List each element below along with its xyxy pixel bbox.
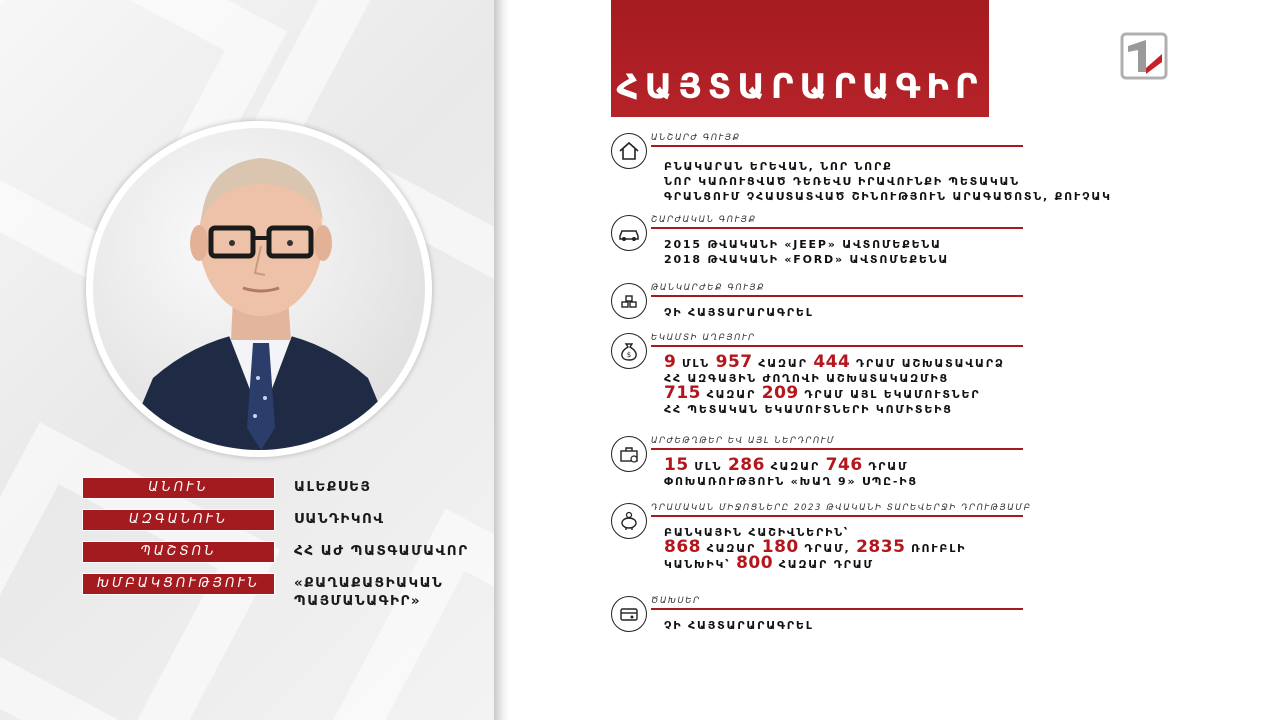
unit-label: ՀԱԶԱՐ bbox=[706, 388, 757, 401]
info-label: ԽՄԲԱԿՑՈՒԹՅՈՒՆ bbox=[82, 573, 275, 595]
unit-label: ՀԱԶԱՐ ԴՐԱՄ bbox=[778, 558, 874, 571]
text-line: 2018 ԹՎԱԿԱՆԻ «FORD» ԱՎՏՈՄԵՔԵՆԱ bbox=[664, 253, 950, 266]
text-line: ՓՈԽԱՌՈՒԹՅՈՒՆ «ԽԱՂ 9» ՍՊԸ-ԻՑ bbox=[664, 475, 918, 488]
section-cash bbox=[611, 503, 1051, 585]
unit-label: ՄԼՆ bbox=[694, 460, 723, 473]
info-value: ՍԱՆԴԻԿՈՎ bbox=[294, 511, 385, 527]
section-expenses bbox=[611, 596, 1051, 636]
unit-label: ՀԱԶԱՐ bbox=[706, 542, 757, 555]
background-decoration bbox=[309, 509, 494, 720]
money-bag-icon bbox=[611, 333, 647, 369]
income-value-mln: 9 bbox=[664, 352, 677, 372]
section-valuables bbox=[611, 283, 1051, 323]
section-divider bbox=[651, 227, 1023, 229]
unit-label: ԴՐԱՄ bbox=[868, 460, 909, 473]
section-divider bbox=[651, 345, 1023, 347]
text-line: ՀՀ ՊԵՏԱԿԱՆ ԵԿԱՄՈՒՏՆԵՐԻ ԿՈՄԻՏԵԻՑ bbox=[664, 403, 953, 416]
securities-row bbox=[664, 455, 1104, 475]
section-title: ԾԱԽՍԵՐ bbox=[651, 596, 701, 606]
section-divider bbox=[651, 608, 1023, 610]
cash-value-dram: 180 bbox=[761, 537, 799, 557]
section-title: ԱՐԺԵԹՂԹԵՐ ԵՎ ԱՅԼ ՆԵՐԴՐՈՒՄ bbox=[651, 436, 836, 446]
car-icon bbox=[611, 215, 647, 251]
section-divider bbox=[651, 295, 1023, 297]
income-row bbox=[664, 383, 1104, 403]
section-body bbox=[664, 159, 1112, 204]
page-title: ՀԱՅՏԱՐԱՐԱԳԻՐ bbox=[616, 67, 984, 107]
section-title: ԱՆՇԱՐԺ ԳՈՒՅՔ bbox=[651, 133, 741, 143]
background-decoration bbox=[0, 422, 280, 720]
unit-label: ՀԱԶԱՐ bbox=[770, 460, 821, 473]
section-divider bbox=[651, 515, 1023, 517]
text-line: ԳՐԱՆՑՈՒՄ ՉՀԱՍՏԱՏՎԱԾ ՇԻՆՈՒԹՅՈՒՆ ԱՐԱԳԱԾՈՏՆ, ՔՈՒՉԱԿ bbox=[664, 190, 1112, 203]
card-icon bbox=[611, 596, 647, 632]
svg-text:$: $ bbox=[626, 351, 632, 359]
income-value-dram: 444 bbox=[813, 352, 851, 372]
unit-label: ՀԱԶԱՐ bbox=[758, 357, 808, 370]
section-income bbox=[611, 333, 1051, 428]
cash-row bbox=[664, 553, 1104, 573]
gold-bars-icon bbox=[611, 283, 647, 319]
left-panel bbox=[0, 0, 494, 720]
cash-value-in-hand: 800 bbox=[736, 553, 774, 573]
section-divider bbox=[651, 145, 1023, 147]
section-title: ԹԱՆԿԱՐԺԵՔ ԳՈՒՅՔ bbox=[651, 283, 766, 293]
panel-divider bbox=[494, 0, 510, 720]
title-banner bbox=[611, 0, 989, 117]
income-description: ԴՐԱՄ ԱՅԼ ԵԿԱՄՈՒՏՆԵՐ bbox=[804, 388, 981, 401]
income-value-dram: 209 bbox=[761, 383, 799, 403]
section-body bbox=[664, 237, 1104, 267]
unit-label: ՄԼՆ bbox=[681, 357, 710, 370]
text-line: 2015 ԹՎԱԿԱՆԻ «JEEP» ԱՎՏՈՄԵՔԵՆԱ bbox=[664, 238, 942, 251]
section-body: ՉԻ ՀԱՅՏԱՐԱՐԱԳՐԵԼ bbox=[664, 306, 814, 319]
person-portrait bbox=[93, 128, 425, 450]
cash-row bbox=[664, 537, 1104, 557]
info-label: ՊԱՇՏՈՆ bbox=[82, 541, 275, 563]
section-body bbox=[664, 455, 1104, 489]
text-line: ԲՆԱԿԱՐԱՆ ԵՐԵՎԱՆ, ՆՈՐ ՆՈՐՔ bbox=[664, 160, 893, 173]
section-divider bbox=[651, 448, 1023, 450]
unit-label: ԿԱՆԽԻԿ՝ bbox=[664, 558, 731, 571]
income-value-thousand: 715 bbox=[664, 383, 701, 403]
cash-value-rubles: 2835 bbox=[856, 537, 906, 557]
info-label: ԱՆՈՒՆ bbox=[82, 477, 275, 499]
channel-logo-icon bbox=[1120, 32, 1168, 80]
portrait-photo bbox=[86, 121, 432, 457]
income-description: ԴՐԱՄ ԱՇԽԱՏԱՎԱՐՁ bbox=[855, 357, 1005, 370]
section-body bbox=[664, 525, 1104, 572]
info-label: ԱԶԳԱՆՈՒՆ bbox=[82, 509, 275, 531]
income-row bbox=[664, 352, 1104, 372]
section-body bbox=[664, 352, 1104, 417]
piggy-bank-icon bbox=[611, 503, 647, 539]
info-value: ՀՀ ԱԺ ՊԱՏԳԱՄԱՎՈՐ bbox=[294, 543, 469, 559]
info-value: «ՔԱՂԱՔԱՑԻԱԿԱՆ ՊԱՅՄԱՆԱԳԻՐ» bbox=[294, 575, 444, 609]
text-line: ՆՈՐ ԿԱՌՈՒՑՎԱԾ ԴԵՌԵՎՍ ԻՐԱՎՈՒՆՔԻ ՊԵՏԱԿԱՆ bbox=[664, 175, 1020, 188]
securities-value-thousand: 286 bbox=[727, 455, 765, 475]
text-line: ՀՀ ԱԶԳԱՅԻՆ ԺՈՂՈՎԻ ԱՇԽԱՏԱԿԱԶՄԻՑ bbox=[664, 372, 949, 385]
securities-value-dram: 746 bbox=[825, 455, 863, 475]
securities-value-mln: 15 bbox=[664, 455, 689, 475]
cash-value-thousand: 868 bbox=[664, 537, 701, 557]
unit-label: ՌՈՒԲԼԻ bbox=[911, 542, 967, 555]
section-movable-property bbox=[611, 215, 1051, 275]
section-title: ՇԱՐԺԱԿԱՆ ԳՈՒՅՔ bbox=[651, 215, 757, 225]
section-real-estate bbox=[611, 133, 1112, 208]
income-value-thousand: 957 bbox=[715, 352, 753, 372]
unit-label: ԴՐԱՄ, bbox=[804, 542, 851, 555]
section-securities bbox=[611, 436, 1051, 491]
info-value: ԱԼԵՔՍԵՅ bbox=[294, 479, 372, 495]
text-line: ԲԱՆԿԱՅԻՆ ՀԱՇԻՎՆԵՐԻՆ՝ bbox=[664, 526, 850, 539]
section-title: ԴՐԱՄԱԿԱՆ ՄԻՋՈՑՆԵՐԸ 2023 ԹՎԱԿԱՆԻ ՏԱՐԵՎԵՐՋԻ ԴՐՈՒԹՅԱՄԲ bbox=[651, 503, 1032, 513]
section-title: ԵԿԱՄՏԻ ԱՂԲՅՈՒՐ bbox=[651, 333, 756, 343]
section-body: ՉԻ ՀԱՅՏԱՐԱՐԱԳՐԵԼ bbox=[664, 619, 814, 632]
house-icon bbox=[611, 133, 647, 169]
briefcase-icon bbox=[611, 436, 647, 472]
